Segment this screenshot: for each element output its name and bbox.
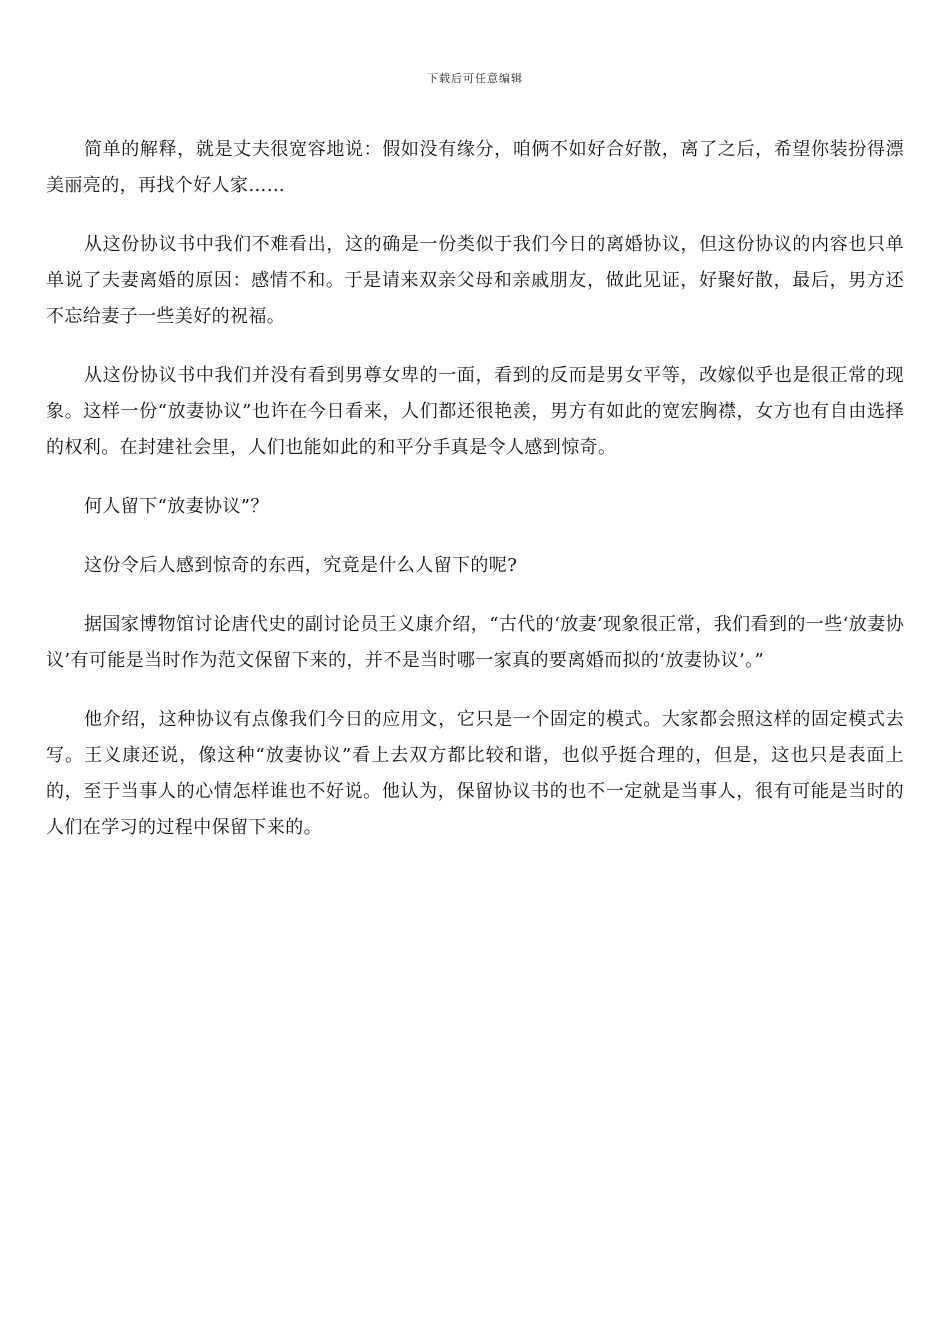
section-heading: 何人留下“放妻协议”？ — [84, 496, 269, 517]
paragraph-divorce-agreement: 从这份协议书中我们不难看出，这的确是一份类似于我们今日的离婚协议，但这份协议的内容也只单单说了夫妻离婚的原因：感情不和。于是请来双亲父母和亲戚朋友，做此见证，好聚好散，最后，男方还不忘给妻子一些美好的祝福。 — [46, 234, 904, 327]
paragraph-expert-quote: 据国家博物馆讨论唐代史的副讨论员王义康介绍，“古代的‘放妻’现象很正常，我们看到的一些‘放妻协议’有可能是当时作为范文保留下来的，并不是当时哪一家真的要离婚而拟的‘放妻协议’。” — [46, 614, 904, 671]
paragraph-equality: 从这份协议书中我们并没有看到男尊女卑的一面，看到的反而是男女平等，改嫁似乎也是很正常的现象。这样一份“放妻协议”也许在今日看来，人们都还很艳羡，男方有如此的宽宏胸襟，女方也有自由选择的权利。在封建社会里，人们也能如此的和平分手真是令人感到惊奇。 — [46, 365, 904, 458]
paragraph-template-explanation: 他介绍，这种协议有点像我们今日的应用文，它只是一个固定的模式。大家都会照这样的固定模式去写。王义康还说，像这种“放妻协议”看上去双方都比较和谐，也似乎挺合理的，但是，这也只是表面上的，至于当事人的心情怎样谁也不好说。他认为，保留协议书的也不一定就是当事人，很有可能是当时的人们在学习的过程中保留下来的。 — [46, 709, 904, 838]
document-body — [46, 132, 904, 869]
paragraph-question: 这份令后人感到惊奇的东西，究竟是什么人留下的呢? — [84, 555, 518, 576]
paragraph-explanation: 简单的解释，就是丈夫很宽容地说：假如没有缘分，咱俩不如好合好散，离了之后，希望你装扮得漂美丽亮的，再找个好人家…… — [46, 139, 904, 196]
page-header: 下载后可任意编辑 — [427, 72, 523, 85]
